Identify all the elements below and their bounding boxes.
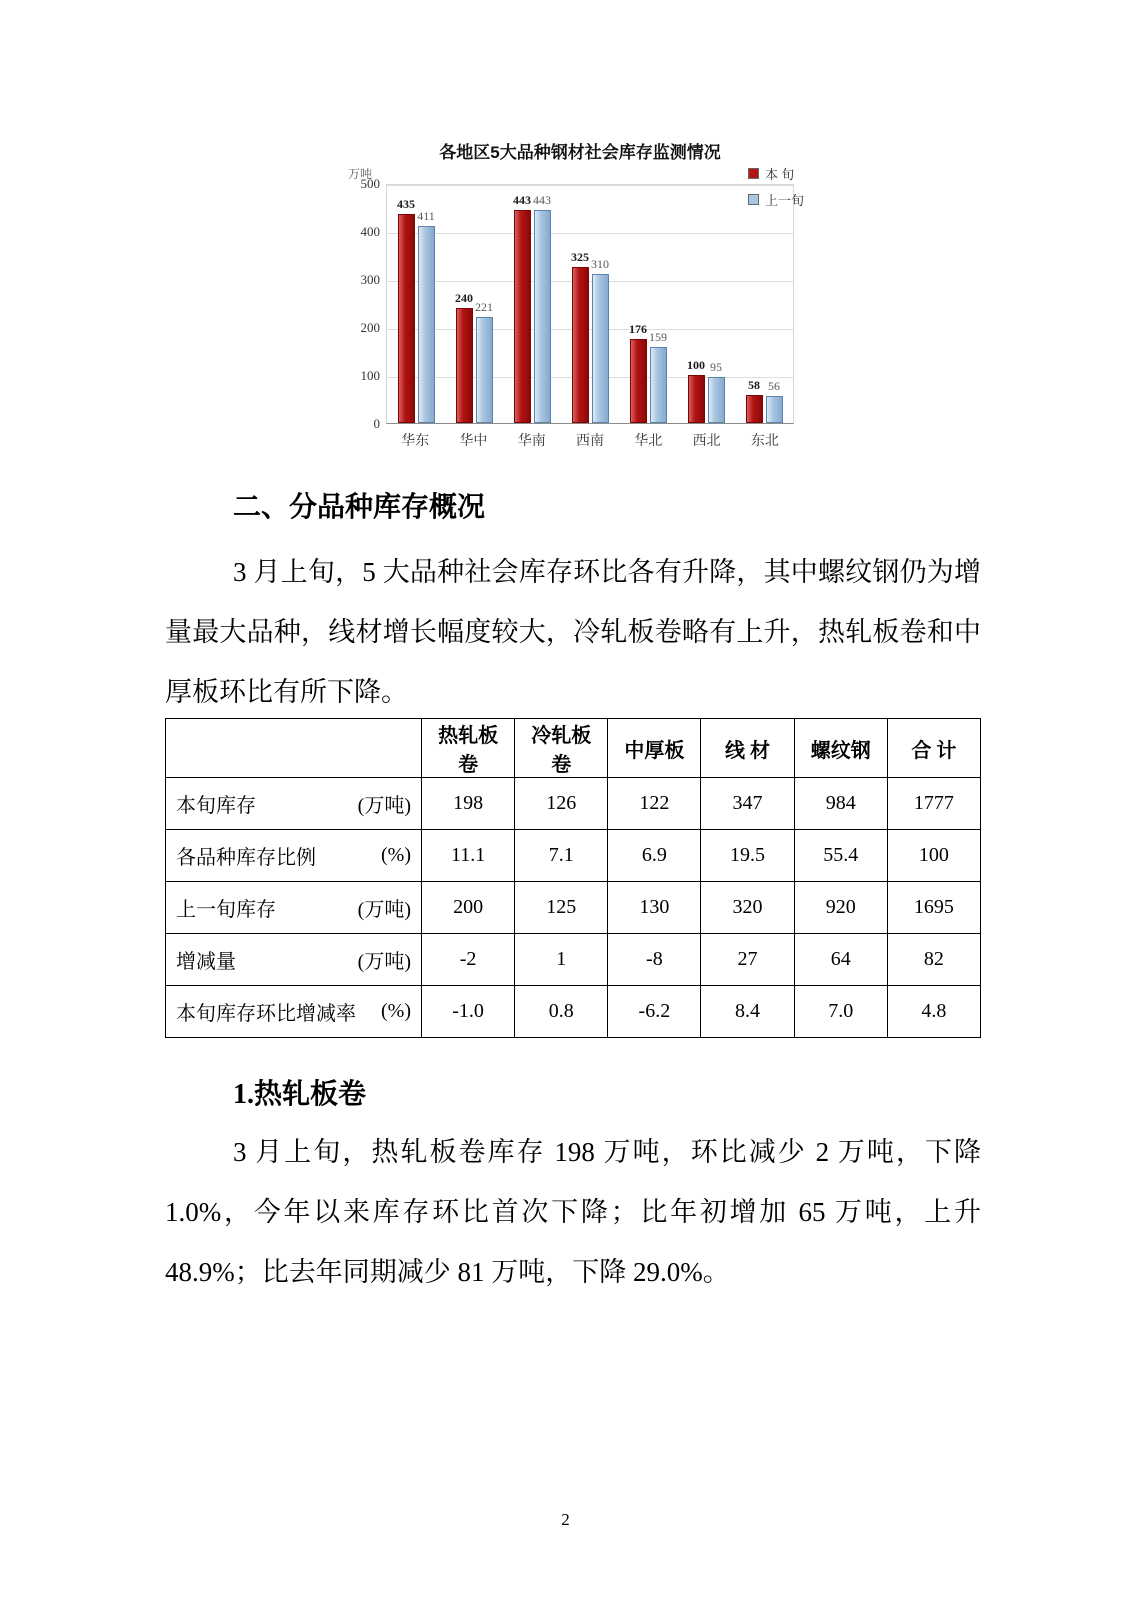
value-cell: 19.5	[701, 830, 794, 882]
bar-previous-period	[533, 193, 551, 423]
value-cell: 7.1	[515, 830, 608, 882]
column-header: 热轧板卷	[422, 719, 515, 778]
bar-previous-period	[475, 299, 493, 423]
value-cell: 200	[422, 882, 515, 934]
row-label-inner	[176, 945, 411, 974]
row-label-inner	[176, 997, 411, 1026]
value-cell: 198	[422, 778, 515, 830]
corner-cell	[166, 719, 422, 778]
table-header-row	[166, 719, 981, 778]
row-label-inner	[176, 893, 411, 922]
row-label-inner	[176, 789, 411, 818]
bar-fill	[630, 339, 647, 423]
legend-swatch-previous	[748, 194, 759, 205]
bar-value-label: 176	[629, 321, 647, 336]
column-header: 冷轧板卷	[515, 719, 608, 778]
x-category-label: 西北	[692, 434, 721, 449]
value-cell: 0.8	[515, 986, 608, 1038]
value-cell: 64	[794, 934, 887, 986]
x-category-label: 华东	[401, 434, 430, 449]
bar-value-label: 58	[748, 378, 760, 393]
value-cell: 55.4	[794, 830, 887, 882]
value-cell: 1	[515, 934, 608, 986]
bar-previous-period	[649, 329, 667, 423]
value-cell: 320	[701, 882, 794, 934]
column-header: 中厚板	[608, 719, 701, 778]
bar-fill	[708, 377, 725, 423]
bar-group	[503, 185, 561, 423]
bar-current-period	[455, 290, 473, 423]
row-label-cell	[166, 830, 422, 882]
table-row	[166, 934, 981, 986]
row-unit: (万吨)	[357, 795, 411, 817]
y-tick-label: 500	[360, 176, 380, 191]
value-cell: 126	[515, 778, 608, 830]
chart-legend	[748, 164, 804, 209]
bar-group	[561, 185, 619, 423]
column-header: 合 计	[887, 719, 980, 778]
value-cell: 1695	[887, 882, 980, 934]
chart-x-labels	[386, 430, 794, 450]
chart-plot	[386, 184, 794, 424]
bar-fill	[766, 396, 783, 423]
value-cell: 4.8	[887, 986, 980, 1038]
row-label: 本旬库存	[176, 795, 256, 817]
row-label-cell	[166, 986, 422, 1038]
bar-value-label: 56	[768, 379, 780, 394]
row-label: 增减量	[176, 951, 236, 973]
value-cell: 6.9	[608, 830, 701, 882]
bar-current-period	[746, 378, 763, 423]
bar-value-label: 310	[591, 257, 609, 272]
x-category-label: 东北	[750, 434, 779, 449]
y-tick-label: 0	[373, 416, 380, 431]
legend-item	[748, 164, 804, 183]
y-tick-label: 400	[360, 224, 380, 239]
bar-fill	[650, 347, 667, 423]
bar-current-period	[687, 358, 705, 423]
y-tick-label: 300	[360, 272, 380, 287]
row-label: 本旬库存环比增减率	[176, 1003, 356, 1025]
legend-label: 上一旬	[764, 193, 804, 208]
bar-group	[619, 185, 677, 423]
value-cell: 920	[794, 882, 887, 934]
bar-current-period	[571, 250, 589, 423]
bar-fill	[688, 375, 705, 423]
bar-previous-period	[766, 379, 783, 423]
row-unit: (万吨)	[357, 951, 411, 973]
hot-rolled-paragraph: 3 月上旬，热轧板卷库存 198 万吨，环比减少 2 万吨，下降 1.0%，今年以来库存环比首次下降；比年初增加 65 万吨，上升 48.9%；比去年同期减少 81 万吨，下降 29.0%。	[165, 1137, 981, 1287]
bar-value-label: 159	[649, 329, 667, 344]
bar-fill	[514, 210, 531, 423]
legend-label: 本 旬	[764, 167, 795, 182]
bar-value-label: 240	[455, 290, 473, 305]
bar-fill	[418, 226, 435, 423]
legend-item	[748, 190, 804, 209]
value-cell: 125	[515, 882, 608, 934]
row-unit: (%)	[381, 1000, 411, 1022]
bar-group	[735, 185, 793, 423]
x-category-label: 西南	[575, 434, 604, 449]
bar-fill	[534, 210, 551, 423]
table-row	[166, 882, 981, 934]
bar-value-label: 443	[533, 193, 551, 208]
bar-fill	[572, 267, 589, 423]
value-cell: -8	[608, 934, 701, 986]
value-cell: 11.1	[422, 830, 515, 882]
row-label-cell	[166, 778, 422, 830]
bar-value-label: 443	[513, 193, 531, 208]
bar-current-period	[629, 321, 647, 423]
bar-fill	[592, 274, 609, 423]
bar-group	[677, 185, 735, 423]
bar-value-label: 95	[710, 360, 722, 375]
x-category-label: 华中	[459, 434, 488, 449]
bar-fill	[398, 214, 415, 423]
x-category-label: 华北	[634, 434, 663, 449]
bar-fill	[476, 317, 493, 423]
row-label: 各品种库存比例	[176, 847, 316, 869]
bar-value-label: 325	[571, 250, 589, 264]
bar-previous-period	[708, 360, 725, 423]
page-number: 2	[561, 1510, 570, 1529]
bar-previous-period	[591, 257, 609, 423]
value-cell: 27	[701, 934, 794, 986]
column-header: 线 材	[701, 719, 794, 778]
value-cell: 82	[887, 934, 980, 986]
row-label-cell	[166, 934, 422, 986]
row-unit: (%)	[381, 844, 411, 866]
x-category-label: 华南	[517, 434, 546, 449]
bar-current-period	[397, 197, 415, 423]
value-cell: 100	[887, 830, 980, 882]
bar-value-label: 435	[397, 197, 415, 212]
y-tick-label: 100	[360, 368, 380, 383]
y-axis-unit-label: 万吨	[348, 167, 373, 181]
bar-fill	[746, 395, 763, 423]
bar-current-period	[513, 193, 531, 423]
bar-group	[387, 185, 445, 423]
value-cell: 347	[701, 778, 794, 830]
value-cell: -6.2	[608, 986, 701, 1038]
section-heading-variety: 二、分品种库存概况	[233, 492, 486, 523]
column-header: 螺纹钢	[794, 719, 887, 778]
bar-value-label: 221	[475, 299, 493, 314]
value-cell: 130	[608, 882, 701, 934]
bar-group	[445, 185, 503, 423]
value-cell: 122	[608, 778, 701, 830]
legend-swatch-current	[748, 168, 759, 179]
row-label-cell	[166, 882, 422, 934]
value-cell: 7.0	[794, 986, 887, 1038]
row-unit: (万吨)	[357, 899, 411, 921]
value-cell: -1.0	[422, 986, 515, 1038]
bar-fill	[456, 308, 473, 423]
inventory-table	[165, 718, 981, 1038]
row-label-inner	[176, 841, 411, 870]
value-cell: -2	[422, 934, 515, 986]
y-tick-label: 200	[360, 320, 380, 335]
inventory-table-body	[166, 719, 981, 1038]
bar-value-label: 100	[687, 358, 705, 372]
table-row	[166, 778, 981, 830]
bar-previous-period	[417, 208, 435, 423]
table-row	[166, 830, 981, 882]
bar-value-label: 411	[417, 208, 435, 223]
value-cell: 984	[794, 778, 887, 830]
value-cell: 8.4	[701, 986, 794, 1038]
value-cell: 1777	[887, 778, 980, 830]
inventory-chart	[340, 138, 820, 458]
chart-bars	[387, 185, 793, 423]
row-label: 上一旬库存	[176, 899, 276, 921]
variety-paragraph: 3 月上旬，5 大品种社会库存环比各有升降，其中螺纹钢仍为增量最大品种，线材增长幅度较大，冷轧板卷略有上升，热轧板卷和中厚板环比有所下降。	[165, 557, 981, 707]
chart-title: 各地区5大品种钢材社会库存监测情况	[439, 143, 721, 162]
table-row	[166, 986, 981, 1038]
section-heading-hot-rolled: 1.热轧板卷	[233, 1079, 367, 1110]
